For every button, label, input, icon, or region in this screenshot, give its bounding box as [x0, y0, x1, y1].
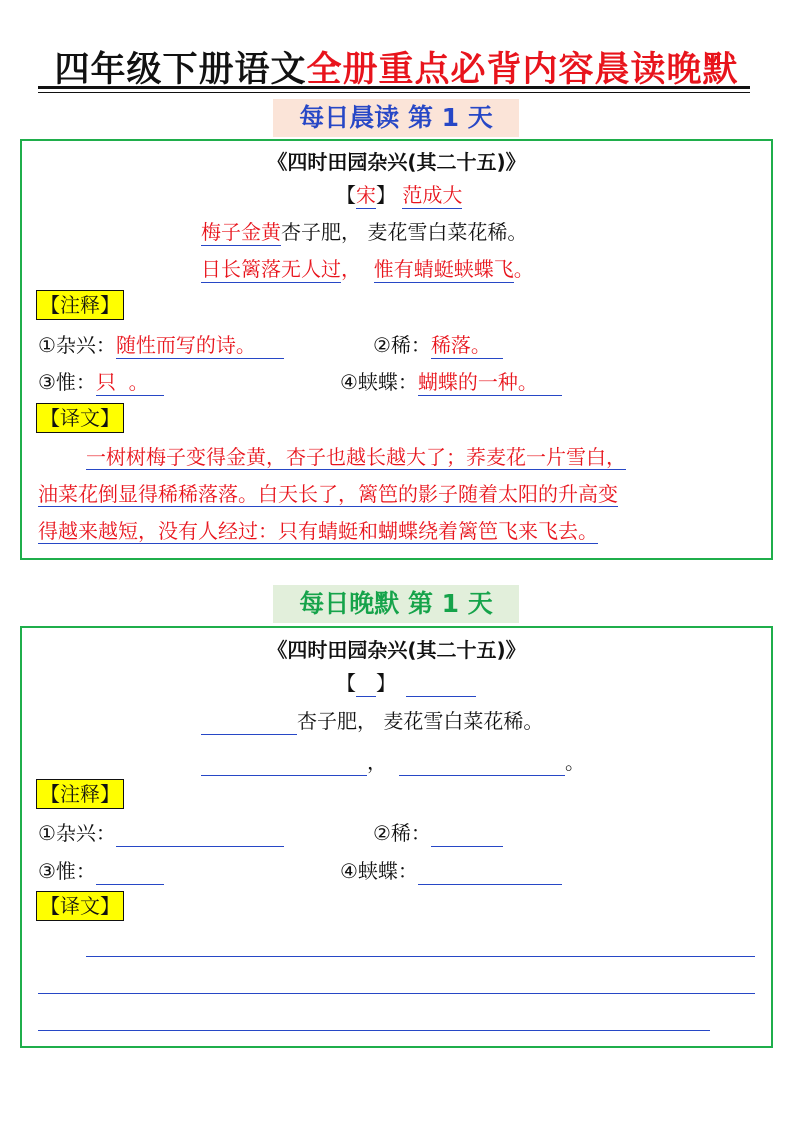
page-title: [0, 42, 793, 92]
evening-note-2: [373, 819, 503, 847]
bracket-close: 】: [376, 671, 396, 695]
note-blank[interactable]: [96, 860, 164, 885]
note-answer: 只 。: [96, 369, 164, 396]
evening-note-1: [38, 819, 284, 847]
evening-notes-tag: 【注释】: [36, 779, 124, 809]
bracket-open: 【: [336, 183, 356, 207]
evening-poem-line-2: [201, 748, 585, 776]
note-answer: 蝴蝶的一种。: [418, 369, 562, 396]
note-label: ④蛱蝶：: [340, 370, 418, 394]
evening-translation-tag: 【译文】: [36, 891, 124, 921]
evening-line2-end: 。: [565, 750, 585, 774]
translation-blank-line[interactable]: [38, 1030, 710, 1031]
translation-blank-line[interactable]: [86, 956, 755, 957]
note-label: ②稀：: [373, 821, 431, 845]
line1-blank[interactable]: [201, 710, 297, 735]
translation-line: 油菜花倒显得稀稀落落。白天长了，篱笆的影子随着太阳的升高变: [38, 482, 618, 506]
translation-line: 一树树梅子变得金黄，杏子也越长越大了；荞麦花一片雪白，: [86, 445, 626, 469]
evening-line2-sep: ，: [367, 750, 387, 774]
morning-heading: 每日晨读 第 1 天: [273, 99, 519, 137]
morning-author-line: [336, 181, 462, 209]
line2-blank-a[interactable]: [201, 751, 367, 776]
morning-translation-tag: 【译文】: [36, 403, 124, 433]
author-blank[interactable]: [406, 672, 476, 697]
evening-note-4: [340, 857, 562, 885]
bracket-open: 【: [336, 671, 356, 695]
note-label: ①杂兴：: [38, 821, 116, 845]
bracket-close: 】: [376, 183, 396, 207]
note-blank[interactable]: [116, 822, 284, 847]
morning-dynasty: 宋: [356, 183, 376, 207]
evening-note-3: [38, 857, 164, 885]
page-title-red: 全册重点必背内容晨读晚默: [306, 50, 739, 90]
morning-note-2: [373, 331, 503, 359]
morning-note-1: [38, 331, 284, 359]
note-label: ①杂兴：: [38, 333, 116, 357]
evening-heading: 每日晚默 第 1 天: [273, 585, 519, 623]
dynasty-blank[interactable]: [356, 672, 376, 697]
evening-line1-rest: 杏子肥， 麦花雪白菜花稀。: [297, 709, 544, 733]
morning-poem-line-1: [201, 218, 527, 246]
title-rule-thick: [38, 86, 750, 89]
evening-author-line: [336, 669, 476, 697]
note-label: ③惟：: [38, 370, 96, 394]
morning-note-4: [340, 368, 562, 396]
morning-note-3: [38, 368, 164, 396]
line2-blank-b[interactable]: [399, 751, 565, 776]
morning-line1-rest: 杏子肥， 麦花雪白菜花稀。: [281, 220, 528, 244]
title-rule-thin: [38, 92, 750, 93]
evening-poem-line-1: [201, 707, 543, 735]
note-label: ②稀：: [373, 333, 431, 357]
translation-blank-line[interactable]: [38, 993, 755, 994]
morning-poem-line-2: [201, 255, 534, 283]
morning-line2-sep: ，: [341, 257, 374, 281]
page-title-black: 四年级下册语文: [54, 50, 307, 90]
morning-line2-answer-b: 惟有蜻蜓蛱蝶飞: [373, 257, 514, 281]
morning-author: 范成大: [402, 183, 463, 207]
morning-poem-title: 《四时田园杂兴(其二十五)》: [267, 150, 526, 174]
evening-poem-title: 《四时田园杂兴(其二十五)》: [267, 638, 526, 662]
note-label: ③惟：: [38, 859, 96, 883]
morning-translation: [38, 439, 758, 550]
note-answer: 随性而写的诗。: [116, 332, 284, 359]
note-label: ④蛱蝶：: [340, 859, 418, 883]
morning-line1-answer: 梅子金黄: [201, 220, 281, 244]
morning-line2-answer-a: 日长篱落无人过: [201, 257, 341, 281]
note-blank[interactable]: [418, 860, 562, 885]
translation-line: 得越来越短，没有人经过：只有蜻蜓和蝴蝶绕着篱笆飞来飞去。: [38, 519, 598, 543]
note-answer: 稀落。: [431, 332, 503, 359]
note-blank[interactable]: [431, 822, 503, 847]
morning-line2-end: 。: [513, 257, 534, 281]
morning-notes-tag: 【注释】: [36, 290, 124, 320]
